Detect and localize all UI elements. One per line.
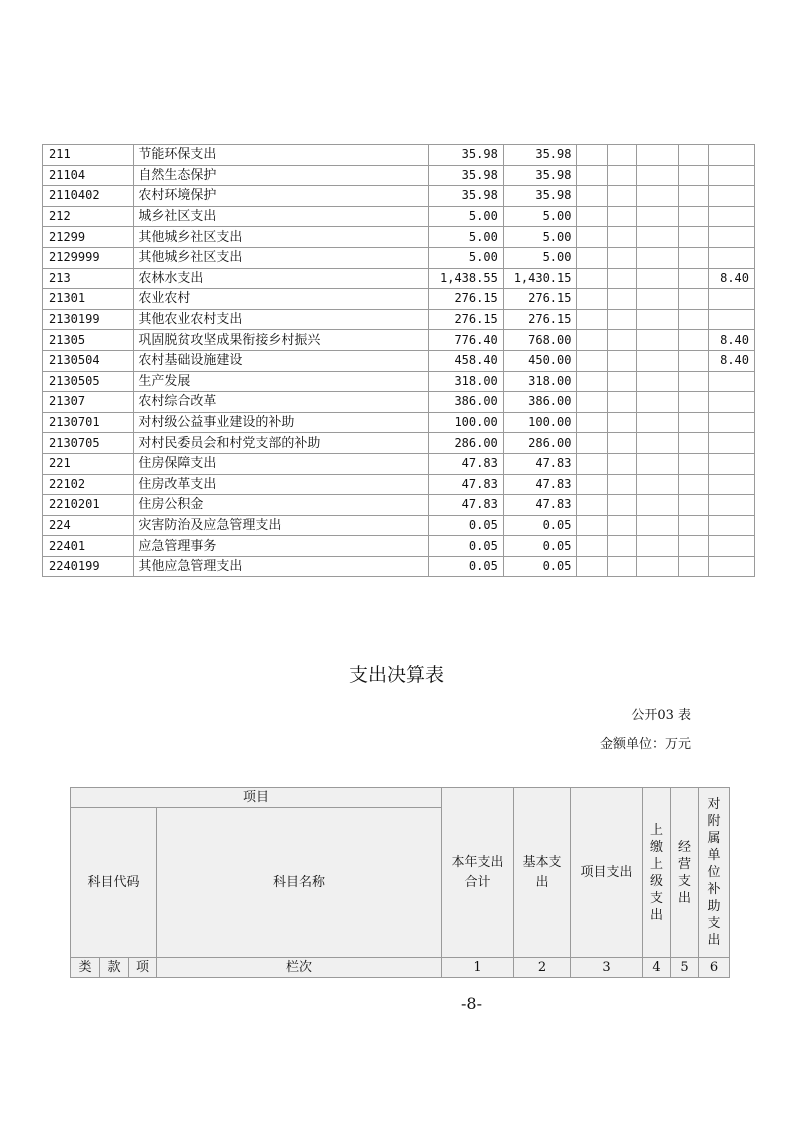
cell-total: 1,438.55 <box>429 268 504 289</box>
cell-name: 住房公积金 <box>134 495 429 516</box>
header-n6: 6 <box>699 958 730 978</box>
cell-code: 2210201 <box>43 495 134 516</box>
cell-upper <box>607 412 636 433</box>
cell-total: 276.15 <box>429 289 504 310</box>
cell-name: 其他应急管理支出 <box>134 556 429 577</box>
cell-subsidy <box>709 453 755 474</box>
cell-name: 自然生态保护 <box>134 165 429 186</box>
cell-operating <box>636 371 679 392</box>
cell-subsidy <box>709 495 755 516</box>
cell-blank <box>679 289 709 310</box>
cell-basic: 1,430.15 <box>503 268 577 289</box>
header-project: 项目 <box>71 788 442 808</box>
cell-code: 2129999 <box>43 247 134 268</box>
cell-blank <box>679 536 709 557</box>
table-row <box>43 330 755 351</box>
cell-subsidy <box>709 536 755 557</box>
cell-total: 35.98 <box>429 186 504 207</box>
header-n5: 5 <box>671 958 699 978</box>
cell-blank <box>679 371 709 392</box>
document-title: 支出决算表 <box>348 664 444 686</box>
expenditure-header-table <box>70 787 730 978</box>
cell-upper <box>607 474 636 495</box>
cell-upper <box>607 309 636 330</box>
header-lanci: 栏次 <box>157 958 442 978</box>
cell-upper <box>607 453 636 474</box>
cell-subsidy <box>709 392 755 413</box>
header-col-basic <box>514 788 571 958</box>
cell-code: 21307 <box>43 392 134 413</box>
cell-blank <box>679 206 709 227</box>
cell-blank <box>679 165 709 186</box>
cell-upper <box>607 145 636 166</box>
cell-code: 21305 <box>43 330 134 351</box>
cell-code: 213 <box>43 268 134 289</box>
cell-name: 应急管理事务 <box>134 536 429 557</box>
cell-operating <box>636 392 679 413</box>
cell-project <box>577 495 607 516</box>
header-col-operating-text: 经营支出 <box>678 839 692 906</box>
cell-operating <box>636 474 679 495</box>
header-subject-name: 科目名称 <box>157 808 442 958</box>
header-xiang: 项 <box>129 958 157 978</box>
cell-blank <box>679 556 709 577</box>
cell-blank <box>679 474 709 495</box>
cell-operating <box>636 186 679 207</box>
cell-upper <box>607 268 636 289</box>
cell-blank <box>679 515 709 536</box>
cell-total: 276.15 <box>429 309 504 330</box>
cell-subsidy <box>709 309 755 330</box>
cell-subsidy <box>709 289 755 310</box>
cell-code: 2240199 <box>43 556 134 577</box>
cell-code: 21299 <box>43 227 134 248</box>
cell-basic: 5.00 <box>503 206 577 227</box>
cell-subsidy <box>709 371 755 392</box>
cell-operating <box>636 309 679 330</box>
cell-upper <box>607 433 636 454</box>
cell-project <box>577 371 607 392</box>
cell-name: 农业农村 <box>134 289 429 310</box>
cell-total: 0.05 <box>429 556 504 577</box>
cell-basic: 0.05 <box>503 556 577 577</box>
cell-project <box>577 474 607 495</box>
table-row <box>43 206 755 227</box>
header-col-total <box>442 788 514 958</box>
table-row <box>43 536 755 557</box>
cell-code: 21104 <box>43 165 134 186</box>
cell-total: 0.05 <box>429 536 504 557</box>
cell-name: 节能环保支出 <box>134 145 429 166</box>
cell-name: 农村基础设施建设 <box>134 350 429 371</box>
cell-blank <box>679 453 709 474</box>
cell-name: 对村民委员会和村党支部的补助 <box>134 433 429 454</box>
cell-upper <box>607 289 636 310</box>
cell-basic: 35.98 <box>503 165 577 186</box>
cell-name: 灾害防治及应急管理支出 <box>134 515 429 536</box>
cell-total: 5.00 <box>429 227 504 248</box>
cell-upper <box>607 350 636 371</box>
cell-upper <box>607 247 636 268</box>
cell-operating <box>636 433 679 454</box>
cell-basic: 450.00 <box>503 350 577 371</box>
header-col-upper-text: 上缴上级支出 <box>650 822 664 923</box>
cell-basic: 318.00 <box>503 371 577 392</box>
table-row <box>43 289 755 310</box>
cell-upper <box>607 495 636 516</box>
header-col-operating <box>671 788 699 958</box>
cell-total: 286.00 <box>429 433 504 454</box>
cell-operating <box>636 268 679 289</box>
cell-blank <box>679 145 709 166</box>
cell-total: 47.83 <box>429 495 504 516</box>
table-row <box>43 350 755 371</box>
cell-total: 47.83 <box>429 453 504 474</box>
cell-code: 2130504 <box>43 350 134 371</box>
cell-operating <box>636 227 679 248</box>
page-number: -8- <box>461 994 482 1013</box>
table-row <box>43 433 755 454</box>
cell-blank <box>679 412 709 433</box>
table-row <box>43 474 755 495</box>
cell-blank <box>679 392 709 413</box>
table-row <box>43 268 755 289</box>
cell-operating <box>636 247 679 268</box>
expenditure-detail-table <box>42 144 755 577</box>
cell-basic: 47.83 <box>503 474 577 495</box>
cell-basic: 35.98 <box>503 145 577 166</box>
cell-operating <box>636 145 679 166</box>
cell-subsidy <box>709 206 755 227</box>
cell-total: 318.00 <box>429 371 504 392</box>
cell-code: 2130505 <box>43 371 134 392</box>
cell-operating <box>636 495 679 516</box>
cell-basic: 5.00 <box>503 247 577 268</box>
cell-blank <box>679 330 709 351</box>
cell-basic: 0.05 <box>503 515 577 536</box>
table-row <box>43 556 755 577</box>
cell-code: 22401 <box>43 536 134 557</box>
cell-project <box>577 186 607 207</box>
cell-basic: 286.00 <box>503 433 577 454</box>
cell-basic: 0.05 <box>503 536 577 557</box>
cell-basic: 5.00 <box>503 227 577 248</box>
cell-name: 其他城乡社区支出 <box>134 247 429 268</box>
cell-project <box>577 412 607 433</box>
cell-name: 生产发展 <box>134 371 429 392</box>
cell-total: 100.00 <box>429 412 504 433</box>
cell-operating <box>636 330 679 351</box>
cell-code: 211 <box>43 145 134 166</box>
cell-project <box>577 165 607 186</box>
cell-project <box>577 268 607 289</box>
cell-code: 224 <box>43 515 134 536</box>
cell-upper <box>607 536 636 557</box>
cell-total: 0.05 <box>429 515 504 536</box>
table-row <box>43 515 755 536</box>
cell-upper <box>607 371 636 392</box>
header-col-basic-text: 基本支出 <box>522 854 562 890</box>
table-row <box>43 186 755 207</box>
cell-basic: 47.83 <box>503 495 577 516</box>
header-col-upper <box>643 788 671 958</box>
table-row <box>43 371 755 392</box>
cell-total: 47.83 <box>429 474 504 495</box>
cell-name: 住房改革支出 <box>134 474 429 495</box>
cell-subsidy: 8.40 <box>709 330 755 351</box>
cell-blank <box>679 268 709 289</box>
cell-subsidy <box>709 433 755 454</box>
cell-project <box>577 350 607 371</box>
cell-operating <box>636 556 679 577</box>
cell-basic: 386.00 <box>503 392 577 413</box>
cell-name: 农村环境保护 <box>134 186 429 207</box>
cell-code: 2110402 <box>43 186 134 207</box>
cell-project <box>577 515 607 536</box>
cell-upper <box>607 330 636 351</box>
cell-operating <box>636 350 679 371</box>
cell-project <box>577 556 607 577</box>
cell-subsidy: 8.40 <box>709 268 755 289</box>
cell-blank <box>679 350 709 371</box>
table-row <box>43 165 755 186</box>
table-row <box>43 392 755 413</box>
cell-operating <box>636 536 679 557</box>
cell-blank <box>679 433 709 454</box>
cell-subsidy: 8.40 <box>709 350 755 371</box>
cell-name: 农林水支出 <box>134 268 429 289</box>
cell-name: 巩固脱贫攻坚成果衔接乡村振兴 <box>134 330 429 351</box>
cell-name: 住房保障支出 <box>134 453 429 474</box>
cell-upper <box>607 515 636 536</box>
cell-upper <box>607 186 636 207</box>
cell-blank <box>679 227 709 248</box>
header-col-subsidy <box>699 788 730 958</box>
cell-project <box>577 453 607 474</box>
table-row <box>43 145 755 166</box>
cell-operating <box>636 515 679 536</box>
cell-code: 2130701 <box>43 412 134 433</box>
table-row <box>43 495 755 516</box>
cell-project <box>577 392 607 413</box>
cell-basic: 35.98 <box>503 186 577 207</box>
cell-project <box>577 309 607 330</box>
cell-operating <box>636 412 679 433</box>
cell-total: 35.98 <box>429 145 504 166</box>
cell-code: 2130705 <box>43 433 134 454</box>
table-row <box>43 309 755 330</box>
cell-blank <box>679 309 709 330</box>
cell-subsidy <box>709 474 755 495</box>
cell-code: 2130199 <box>43 309 134 330</box>
cell-upper <box>607 227 636 248</box>
cell-code: 221 <box>43 453 134 474</box>
cell-subsidy <box>709 186 755 207</box>
cell-total: 458.40 <box>429 350 504 371</box>
cell-total: 776.40 <box>429 330 504 351</box>
cell-basic: 276.15 <box>503 309 577 330</box>
cell-blank <box>679 495 709 516</box>
amount-unit-label: 金额单位：万元 <box>599 737 691 752</box>
cell-name: 城乡社区支出 <box>134 206 429 227</box>
table-row <box>43 227 755 248</box>
cell-subsidy <box>709 227 755 248</box>
cell-name: 其他城乡社区支出 <box>134 227 429 248</box>
cell-project <box>577 247 607 268</box>
cell-project <box>577 206 607 227</box>
header-n3: 3 <box>571 958 643 978</box>
cell-project <box>577 536 607 557</box>
table-number: 公开03 表 <box>631 708 691 723</box>
cell-upper <box>607 392 636 413</box>
table-body <box>43 145 755 577</box>
cell-basic: 768.00 <box>503 330 577 351</box>
table-row <box>43 453 755 474</box>
cell-subsidy <box>709 556 755 577</box>
cell-subsidy <box>709 515 755 536</box>
header-col-subsidy-text: 对附属单位补助支出 <box>707 797 721 948</box>
header-subject-code: 科目代码 <box>71 808 157 958</box>
cell-upper <box>607 556 636 577</box>
header-kuan: 款 <box>100 958 129 978</box>
cell-project <box>577 330 607 351</box>
cell-operating <box>636 165 679 186</box>
cell-code: 21301 <box>43 289 134 310</box>
cell-name: 对村级公益事业建设的补助 <box>134 412 429 433</box>
table-row <box>43 247 755 268</box>
cell-name: 农村综合改革 <box>134 392 429 413</box>
cell-project <box>577 227 607 248</box>
cell-operating <box>636 206 679 227</box>
header-lei: 类 <box>71 958 100 978</box>
header-col-total-text: 本年支出合计 <box>451 854 504 890</box>
cell-total: 386.00 <box>429 392 504 413</box>
cell-subsidy <box>709 412 755 433</box>
cell-basic: 276.15 <box>503 289 577 310</box>
cell-name: 其他农业农村支出 <box>134 309 429 330</box>
cell-total: 5.00 <box>429 206 504 227</box>
cell-subsidy <box>709 247 755 268</box>
cell-upper <box>607 206 636 227</box>
cell-subsidy <box>709 165 755 186</box>
cell-project <box>577 433 607 454</box>
cell-code: 22102 <box>43 474 134 495</box>
cell-operating <box>636 453 679 474</box>
cell-basic: 47.83 <box>503 453 577 474</box>
cell-total: 35.98 <box>429 165 504 186</box>
cell-code: 212 <box>43 206 134 227</box>
header-n1: 1 <box>442 958 514 978</box>
cell-subsidy <box>709 145 755 166</box>
cell-project <box>577 145 607 166</box>
cell-upper <box>607 165 636 186</box>
cell-operating <box>636 289 679 310</box>
cell-blank <box>679 247 709 268</box>
header-col-project: 项目支出 <box>571 788 643 958</box>
cell-project <box>577 289 607 310</box>
cell-blank <box>679 186 709 207</box>
table-row <box>43 412 755 433</box>
header-n4: 4 <box>643 958 671 978</box>
header-n2: 2 <box>514 958 571 978</box>
cell-total: 5.00 <box>429 247 504 268</box>
cell-basic: 100.00 <box>503 412 577 433</box>
